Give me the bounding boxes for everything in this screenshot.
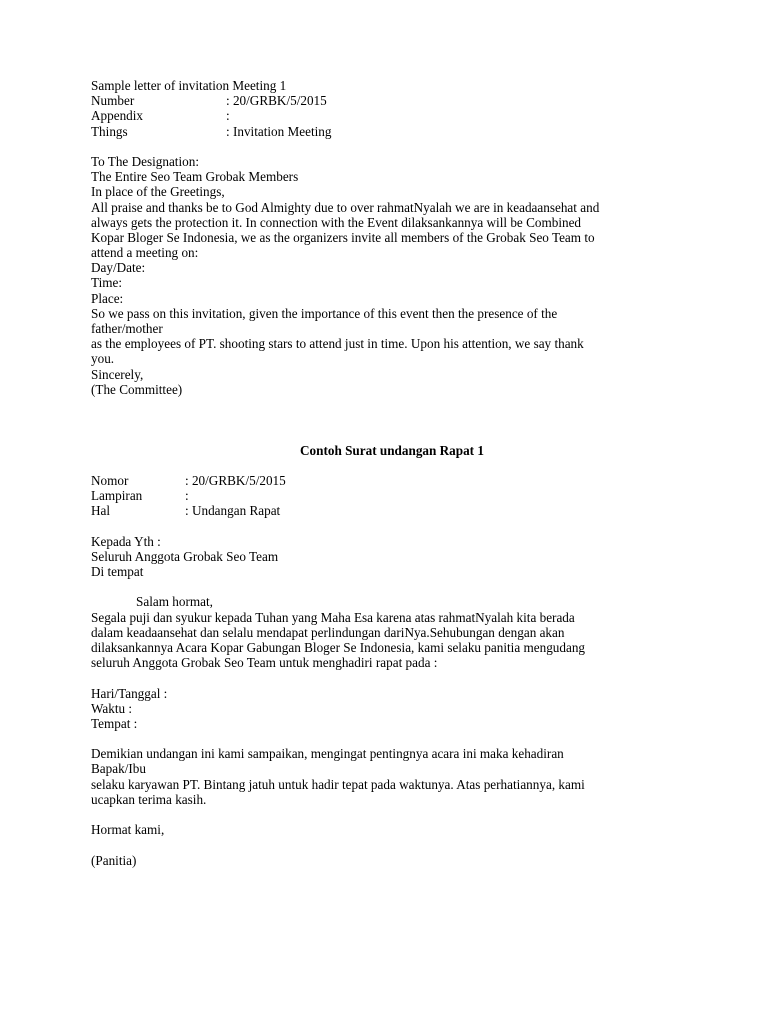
indonesian-body-line: seluruh Anggota Grobak Seo Team untuk menghadiri rapat pada : [91, 655, 438, 671]
english-header-things [91, 124, 691, 139]
document-page [91, 78, 691, 868]
header-value: : [185, 488, 189, 504]
header-label: Nomor [91, 472, 129, 488]
english-closing-line: father/mother [91, 321, 163, 336]
english-detail-day-date: Day/Date: [91, 260, 146, 276]
english-signoff: Sincerely, [91, 366, 144, 382]
english-detail-place: Place: [91, 290, 124, 306]
indonesian-recipient-line: Di tempat [91, 564, 144, 579]
indonesian-body-line: Segala puji dan syukur kepada Tuhan yang Maha Esa karena atas rahmatNyalah kita berada [91, 609, 575, 625]
english-closing-line: you. [91, 351, 115, 367]
indonesian-body-line: dalam keadaansehat dan selalu mendapat perlindungan dariNya.Sehubungan dengan akan [91, 624, 565, 640]
indonesian-letter-title: Contoh Surat undangan Rapat 1 [300, 442, 484, 458]
header-label: Things [91, 123, 128, 139]
indonesian-closing-line: selaku karyawan PT. Bintang jatuh untuk hadir tepat pada waktunya. Atas perhatiannya, kami [91, 776, 585, 792]
indonesian-header-nomor [91, 473, 691, 488]
header-label: Appendix [91, 108, 144, 124]
indonesian-body-line: dilaksankannya Acara Kopar Gabungan Bloger Se Indonesia, kami selaku panitia mengudang [91, 639, 586, 655]
english-body-line: attend a meeting on: [91, 245, 199, 261]
english-letter-title: Sample letter of invitation Meeting 1 [91, 78, 287, 93]
english-body-line: always gets the protection it. In connection with the Event dilaksankannya will be Combined [91, 214, 582, 230]
header-label: Number [91, 93, 135, 109]
header-label: Hal [91, 503, 111, 519]
english-body-line: Kopar Bloger Se Indonesia, we as the organizers invite all members of the Grobak Seo Team to [91, 229, 595, 245]
indonesian-closing-line: Bapak/Ibu [91, 761, 146, 777]
indonesian-recipient-line: Kepada Yth : [91, 533, 161, 549]
indonesian-signoff: Hormat kami, [91, 822, 165, 838]
header-value: : [226, 108, 230, 124]
indonesian-detail-waktu: Waktu : [91, 700, 133, 716]
indonesian-detail-hari-tanggal: Hari/Tanggal : [91, 685, 168, 701]
english-header-appendix [91, 108, 691, 123]
english-signature: (The Committee) [91, 381, 183, 397]
english-closing-line: So we pass on this invitation, given the importance of this event then the presence of the [91, 305, 558, 321]
header-value: : Undangan Rapat [185, 503, 281, 519]
english-recipient-line: In place of the Greetings, [91, 184, 225, 200]
header-label: Lampiran [91, 488, 143, 504]
english-header-number [91, 93, 691, 108]
english-closing-line: as the employees of PT. shooting stars to attend just in time. Upon his attention, we say thank [91, 336, 584, 352]
indonesian-closing-line: ucapkan terima kasih. [91, 791, 207, 807]
indonesian-detail-tempat: Tempat : [91, 715, 138, 731]
header-value: : 20/GRBK/5/2015 [185, 472, 286, 488]
english-detail-time: Time: [91, 275, 123, 291]
indonesian-recipient-line: Seluruh Anggota Grobak Seo Team [91, 548, 279, 564]
indonesian-header-lampiran [91, 488, 691, 503]
header-value: : 20/GRBK/5/2015 [226, 93, 327, 109]
english-body-line: All praise and thanks be to God Almighty due to over rahmatNyalah we are in keadaansehat and [91, 199, 600, 215]
indonesian-greeting: Salam hormat, [136, 594, 213, 610]
indonesian-signature: (Panitia) [91, 852, 137, 868]
indonesian-header-hal [91, 503, 691, 518]
english-recipient-line: The Entire Seo Team Grobak Members [91, 169, 299, 185]
english-recipient-line: To The Designation: [91, 153, 199, 169]
indonesian-closing-line: Demikian undangan ini kami sampaikan, mengingat pentingnya acara ini maka kehadiran [91, 746, 564, 762]
header-value: : Invitation Meeting [226, 123, 332, 139]
